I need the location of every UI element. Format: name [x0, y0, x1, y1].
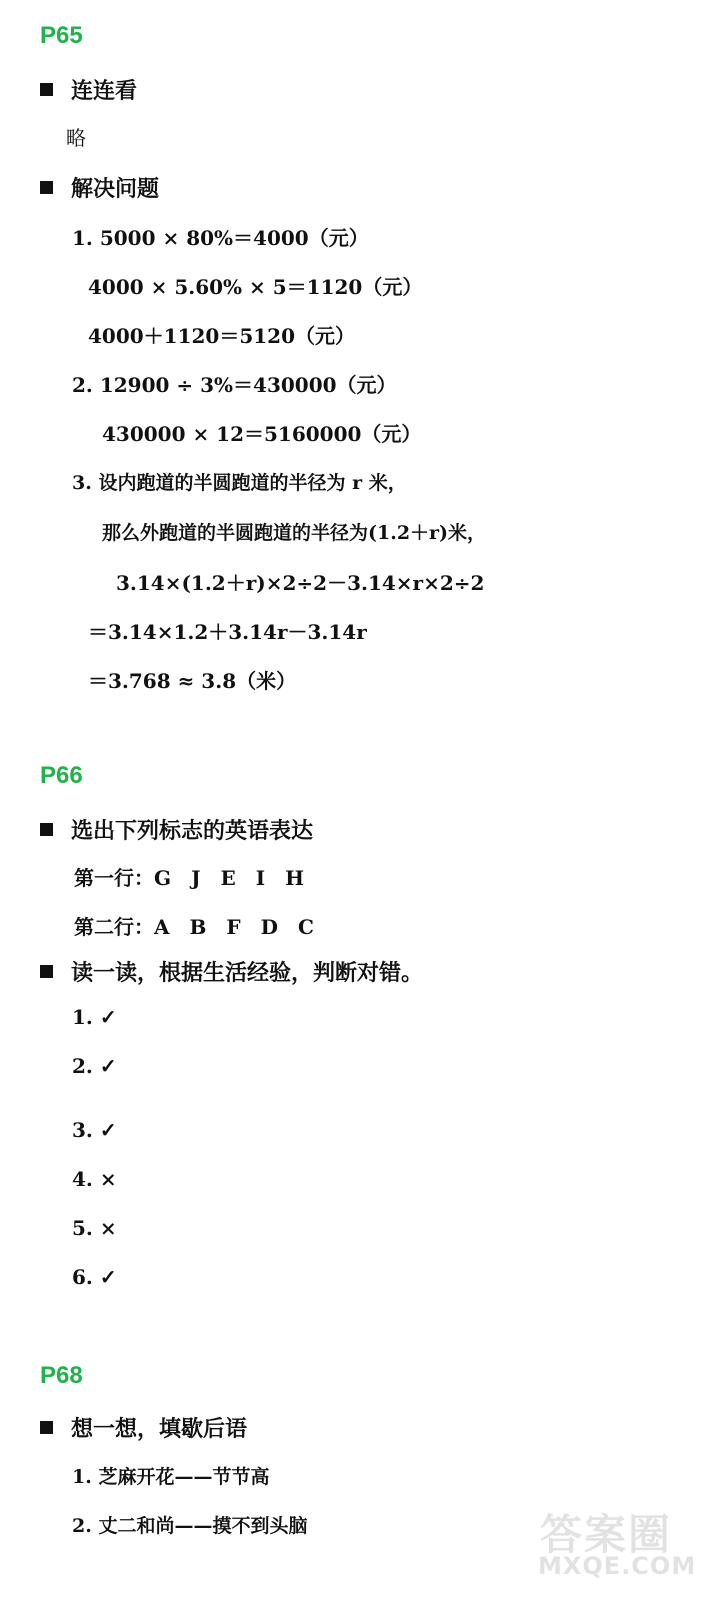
solution-line: 4000 × 5.60% × 5＝1120（元）	[88, 275, 423, 299]
judge-item: 2. ✓	[72, 1054, 117, 1078]
judge-item: 1. ✓	[72, 1005, 117, 1029]
page-heading-p65: P65	[40, 22, 83, 49]
solution-line: 2. 12900 ÷ 3%＝430000（元）	[72, 373, 397, 397]
square-bullet-icon	[40, 1421, 53, 1434]
answer-text: 略	[66, 126, 86, 150]
solution-line: ＝3.14×1.2＋3.14r－3.14r	[88, 620, 367, 644]
judge-item: 4. ×	[72, 1167, 117, 1191]
judge-item: 3. ✓	[72, 1118, 117, 1142]
section-title: 想一想，填歇后语	[71, 1417, 248, 1442]
judge-item: 6. ✓	[72, 1265, 117, 1289]
solution-line: 3. 设内跑道的半圆跑道的半径为 r 米，	[72, 472, 407, 494]
solution-line: 1. 5000 × 80%＝4000（元）	[72, 226, 369, 250]
judge-item: 5. ×	[72, 1216, 117, 1240]
solution-line: 430000 × 12＝5160000（元）	[102, 422, 422, 446]
section-title: 选出下列标志的英语表达	[71, 819, 314, 844]
section-header-connect	[40, 74, 137, 105]
page-heading-p66: P66	[40, 762, 83, 789]
proverb-item: 2. 丈二和尚——摸不到头脑	[72, 1515, 308, 1537]
square-bullet-icon	[40, 965, 53, 978]
watermark-url-text: MXQE.COM	[538, 1552, 697, 1580]
solution-line: 4000＋1120＝5120（元）	[88, 324, 355, 348]
section-header-judge	[40, 956, 423, 987]
page-heading-p68: P68	[40, 1362, 83, 1389]
square-bullet-icon	[40, 83, 53, 96]
proverb-item: 1. 芝麻开花——节节高	[72, 1466, 270, 1488]
section-header-signs	[40, 814, 313, 845]
signs-row-2: 第二行：A B F D C	[74, 915, 314, 939]
solution-line: 那么外跑道的半圆跑道的半径为(1.2＋r)米，	[102, 522, 487, 544]
section-title: 连连看	[71, 79, 138, 104]
signs-row-1: 第一行：G J E I H	[74, 866, 305, 890]
solution-line: ＝3.768 ≈ 3.8（米）	[88, 669, 297, 693]
section-header-proverb	[40, 1412, 247, 1443]
solution-line: 3.14×(1.2＋r)×2÷2－3.14×r×2÷2	[116, 571, 485, 595]
watermark-top-text: 答案圈	[540, 1510, 673, 1559]
section-title: 读一读，根据生活经验，判断对错。	[71, 961, 424, 986]
square-bullet-icon	[40, 181, 53, 194]
section-header-solve	[40, 172, 159, 203]
section-title: 解决问题	[71, 177, 160, 202]
square-bullet-icon	[40, 823, 53, 836]
watermark-logo	[532, 1502, 697, 1586]
